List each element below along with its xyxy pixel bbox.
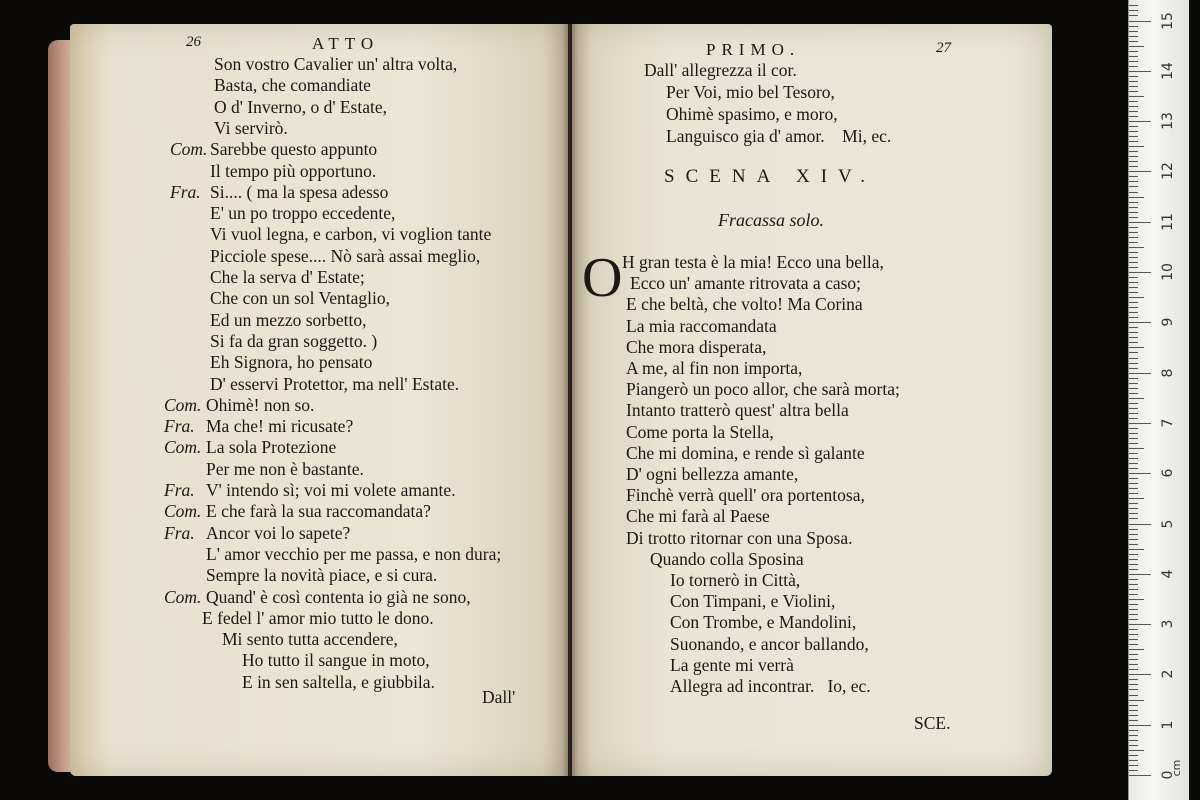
ruler-tick [1129,649,1144,650]
verse-line: Sempre la novità piace, e si cura. [206,565,438,586]
verse-line: Vi vuol legna, e carbon, vi voglion tante [210,224,492,245]
ruler-tick [1129,463,1138,464]
ruler-label: 6 [1160,468,1176,478]
ruler-tick [1129,151,1138,152]
ruler-tick [1129,186,1138,187]
ruler-tick [1129,61,1138,62]
left-running-head: ATTO [312,34,380,53]
ruler-tick [1129,146,1144,147]
ruler-tick [1129,674,1151,675]
speaker-label: Com. [164,437,202,458]
ruler-tick [1129,358,1138,359]
ruler-tick [1129,508,1138,509]
ruler-tick [1129,503,1138,504]
ruler-tick [1129,755,1138,756]
ruler-tick [1129,131,1138,132]
right-running-head: PRIMO. [706,40,801,59]
ruler-tick [1129,458,1138,459]
ruler-tick [1129,46,1144,47]
verse-line: Di trotto ritornar con una Sposa. [626,527,853,548]
ruler-tick [1129,765,1138,766]
ruler-tick [1129,232,1138,233]
verse-line: Il tempo più opportuno. [210,160,377,181]
ruler-tick [1129,368,1138,369]
ruler-tick [1129,287,1138,288]
ruler-label: 9 [1160,317,1176,327]
verse-line: E fedel l' amor mio tutto le dono. [202,607,434,628]
ruler-tick [1129,347,1144,348]
ruler-tick [1129,71,1151,72]
ruler-tick [1129,539,1138,540]
verse-line: Come porta la Stella, [626,421,774,442]
ruler-tick [1129,257,1138,258]
ruler-tick [1129,31,1138,32]
verse-line: Ma che! mi ricusate? [206,416,354,437]
verse-line: Che mora disperata, [626,336,767,357]
ruler-tick [1129,212,1138,213]
verse-line: Io tornerò in Città, [670,570,801,590]
ruler-tick [1129,136,1138,137]
ruler-tick [1129,544,1138,545]
speaker-label: Com. [164,501,202,522]
verse-line: La gente mi verrà [670,654,794,675]
ruler-tick [1129,373,1151,374]
verse-line: Languisco gia d' amor. Mi, ec. [666,126,892,146]
verse-line: Dall' allegrezza il cor. [644,60,797,80]
verse-line: D' esservi Protettor, ma nell' Estate. [210,373,460,394]
verse-line: Che mi domina, e rende sì galante [626,442,865,463]
verse-line: Piangerò un poco allor, che sarà morta; [626,379,900,400]
ruler-tick [1129,654,1138,655]
ruler-tick [1129,438,1138,439]
ruler-tick [1129,156,1138,157]
ruler-tick [1129,584,1138,585]
ruler-tick [1129,378,1138,379]
ruler-tick [1129,51,1138,52]
speaker-label: Fra. [164,480,195,500]
ruler-tick [1129,730,1138,731]
ruler-tick [1129,589,1138,590]
ruler-label: 1 [1160,720,1176,730]
ruler-tick [1129,252,1138,253]
speaker-label: Fra. [164,522,195,543]
ruler-tick [1129,428,1138,429]
ruler-tick [1129,166,1138,167]
ruler-tick [1129,302,1138,303]
ruler-tick [1129,176,1138,177]
drop-cap: O [582,247,623,309]
ruler-tick [1129,161,1138,162]
ruler-tick [1129,322,1151,323]
ruler-tick [1129,10,1138,11]
ruler-tick [1129,564,1138,565]
left-catchword: Dall' [482,687,516,707]
ruler-tick [1129,292,1138,293]
ruler-tick [1129,443,1138,444]
ruler-tick [1129,141,1138,142]
ruler-tick [1129,86,1138,87]
ruler-tick [1129,775,1151,776]
ruler-tick [1129,453,1138,454]
verse-line: Quand' è così contenta io già ne sono, [206,586,471,607]
verse-line: Sarebbe questo appunto [210,139,378,160]
verse-line: Si fa da gran soggetto. ) [210,330,378,351]
verse-line: La sola Protezione [206,437,337,458]
ruler-tick [1129,750,1144,751]
speaker-label: Com. [164,586,202,607]
verse-line: Ecco un' amante ritrovata a caso; [630,273,862,294]
ruler-label: 14 [1160,61,1176,80]
ruler-tick [1129,478,1138,479]
ruler-tick [1129,363,1138,364]
verse-line: Finchè verrà quell' ora portentosa, [626,485,865,506]
ruler-tick [1129,237,1138,238]
ruler-tick [1129,297,1144,298]
ruler-tick [1129,468,1138,469]
ruler-tick [1129,101,1138,102]
ruler-tick [1129,629,1138,630]
right-page-number: 27 [936,40,951,56]
ruler-tick [1129,418,1138,419]
verse-line: E che beltà, che volto! Ma Corina [626,294,863,315]
ruler-tick [1129,669,1138,670]
left-page-number: 26 [186,34,201,50]
ruler-tick [1129,26,1138,27]
ruler-tick [1129,664,1138,665]
ruler-tick [1129,695,1138,696]
verse-line: O d' Inverno, o d' Estate, [214,96,388,117]
ruler-tick [1129,740,1138,741]
ruler-tick [1129,222,1151,223]
ruler-tick [1129,36,1138,37]
ruler-tick [1129,5,1138,6]
verse-line: Mi sento tutta accendere, [222,629,398,650]
ruler-tick [1129,383,1138,384]
ruler-tick [1129,272,1151,273]
ruler-tick [1129,745,1138,746]
ruler-tick [1129,619,1138,620]
ruler-tick [1129,121,1151,122]
ruler-tick [1129,408,1138,409]
ruler-tick [1129,705,1138,706]
ruler-tick [1129,574,1151,575]
ruler-tick [1129,66,1138,67]
verse-line: Con Trombe, e Mandolini, [670,612,857,633]
ruler-tick [1129,393,1138,394]
ruler-tick [1129,423,1151,424]
ruler-tick [1129,700,1144,701]
ruler-tick [1129,634,1138,635]
ruler-tick [1129,710,1138,711]
verse-line: V' intendo sì; voi mi volete amante. [206,480,456,500]
verse-line: Che la serva d' Estate; [210,267,365,287]
speaker-label: Fra. [170,181,201,202]
verse-line: D' ogni bellezza amante, [626,464,799,484]
ruler-tick [1129,91,1138,92]
ruler-tick [1129,337,1138,338]
book-gutter [562,24,578,776]
ruler-tick [1129,554,1138,555]
ruler-tick [1129,56,1138,57]
ruler-tick [1129,317,1138,318]
ruler-tick [1129,181,1138,182]
ruler-tick [1129,604,1138,605]
verse-line: Ho tutto il sangue in moto, [242,650,430,671]
ruler-tick [1129,352,1138,353]
speaker-label: Com. [170,139,208,160]
ruler-tick [1129,448,1144,449]
ruler-tick [1129,644,1138,645]
verse-line: Vi servirò. [214,117,288,138]
ruler-tick [1129,473,1151,474]
verse-line: A me, al fin non importa, [626,358,803,378]
verse-line: Intanto tratterò quest' altra bella [626,400,849,421]
verse-line: E in sen saltella, e giubbila. [242,671,435,692]
ruler-tick [1129,413,1138,414]
measurement-ruler [1128,0,1189,800]
ruler-tick [1129,242,1138,243]
ruler-label: 4 [1160,569,1176,579]
ruler-tick [1129,202,1138,203]
ruler-tick [1129,403,1138,404]
stage-direction: Fracassa solo. [718,210,825,230]
ruler-tick [1129,599,1144,600]
ruler-tick [1129,267,1138,268]
ruler-tick [1129,247,1144,248]
verse-line: Che mi farà al Paese [626,506,770,527]
ruler-tick [1129,312,1138,313]
ruler-tick [1129,116,1138,117]
ruler-tick [1129,518,1138,519]
ruler-tick [1129,41,1138,42]
ruler-tick [1129,332,1138,333]
verse-line: Per me non è bastante. [206,458,364,479]
ruler-tick [1129,192,1138,193]
ruler-tick [1129,579,1138,580]
verse-line: L' amor vecchio per me passa, e non dura; [206,543,502,564]
ruler-tick [1129,282,1138,283]
ruler-tick [1129,594,1138,595]
ruler-tick [1129,614,1138,615]
ruler-tick [1129,15,1138,16]
ruler-tick [1129,493,1138,494]
ruler-tick [1129,398,1144,399]
ruler-label: 0 [1160,770,1176,780]
ruler-tick [1129,217,1138,218]
ruler-label: 5 [1160,519,1176,528]
verse-line: Basta, che comandiate [214,75,371,96]
ruler-label: 7 [1160,418,1176,428]
verse-line: Con Timpani, e Violini, [670,591,836,612]
verse-line: Per Voi, mio bel Tesoro, [666,82,835,102]
ruler-tick [1129,106,1138,107]
verse-line: Ohimè! non so. [206,394,315,415]
ruler-tick [1129,689,1138,690]
ruler-tick [1129,720,1138,721]
ruler-tick [1129,171,1151,172]
ruler-tick [1129,684,1138,685]
ruler-tick [1129,725,1151,726]
verse-line: Si.... ( ma la spesa adesso [210,181,389,202]
ruler-tick [1129,327,1138,328]
verse-line: Eh Signora, ho pensato [210,352,373,373]
ruler-tick [1129,524,1151,525]
ruler-tick [1129,770,1138,771]
ruler-tick [1129,529,1138,530]
ruler-tick [1129,569,1138,570]
ruler-tick [1129,21,1151,22]
scene-heading: SCENA XIV. [664,166,877,187]
ruler-label: 3 [1160,619,1176,629]
ruler-tick [1129,624,1151,625]
ruler-tick [1129,639,1138,640]
verse-line: La mia raccomandata [626,315,777,336]
ruler-tick [1129,277,1138,278]
ruler-tick [1129,735,1138,736]
ruler-tick [1129,659,1138,660]
ruler-tick [1129,679,1138,680]
verse-line: Ohimè spasimo, e moro, [666,104,838,124]
ruler-tick [1129,96,1144,97]
speaker-label: Com. [164,394,202,415]
ruler-label: 15 [1160,11,1176,30]
ruler-tick [1129,76,1138,77]
ruler-tick [1129,498,1144,499]
ruler-tick [1129,111,1138,112]
ruler-tick [1129,227,1138,228]
ruler-label: 12 [1160,162,1176,181]
ruler-label: 13 [1160,112,1176,131]
verse-line: Ancor voi lo sapete? [206,522,351,543]
ruler-tick [1129,488,1138,489]
ruler-tick [1129,534,1138,535]
ruler-tick [1129,559,1138,560]
ruler-unit: cm [1170,759,1183,777]
verse-line: Suonando, e ancor ballando, [670,633,869,654]
ruler-tick [1129,513,1138,514]
verse-line: Che con un sol Ventaglio, [210,288,391,309]
verse-line: Allegra ad incontrar. Io, ec. [670,676,871,696]
ruler-tick [1129,483,1138,484]
verse-line: E che farà la sua raccomandata? [206,501,431,522]
ruler-tick [1129,307,1138,308]
ruler-tick [1129,388,1138,389]
ruler-label: 10 [1160,263,1176,281]
ruler-tick [1129,81,1138,82]
ruler-label: 2 [1160,669,1176,679]
verse-line: Son vostro Cavalier un' altra volta, [214,54,458,74]
ruler-tick [1129,609,1138,610]
ruler-tick [1129,342,1138,343]
ruler-tick [1129,760,1138,761]
ruler-tick [1129,715,1138,716]
verse-line: Picciole spese.... Nò sarà assai meglio, [210,245,481,266]
ruler-label: 8 [1160,368,1176,378]
verse-line: Quando colla Sposina [650,548,804,569]
ruler-tick [1129,433,1138,434]
verse-line: E' un po troppo eccedente, [210,203,396,224]
right-catchword: SCE. [914,713,951,733]
ruler-tick [1129,549,1144,550]
ruler-tick [1129,262,1138,263]
ruler-tick [1129,126,1138,127]
ruler-label: 11 [1160,212,1176,231]
verse-line: Ed un mezzo sorbetto, [210,309,367,330]
verse-line: H gran testa è la mia! Ecco una bella, [622,252,884,272]
speaker-label: Fra. [164,416,195,437]
ruler-tick [1129,207,1138,208]
ruler-tick [1129,197,1144,198]
